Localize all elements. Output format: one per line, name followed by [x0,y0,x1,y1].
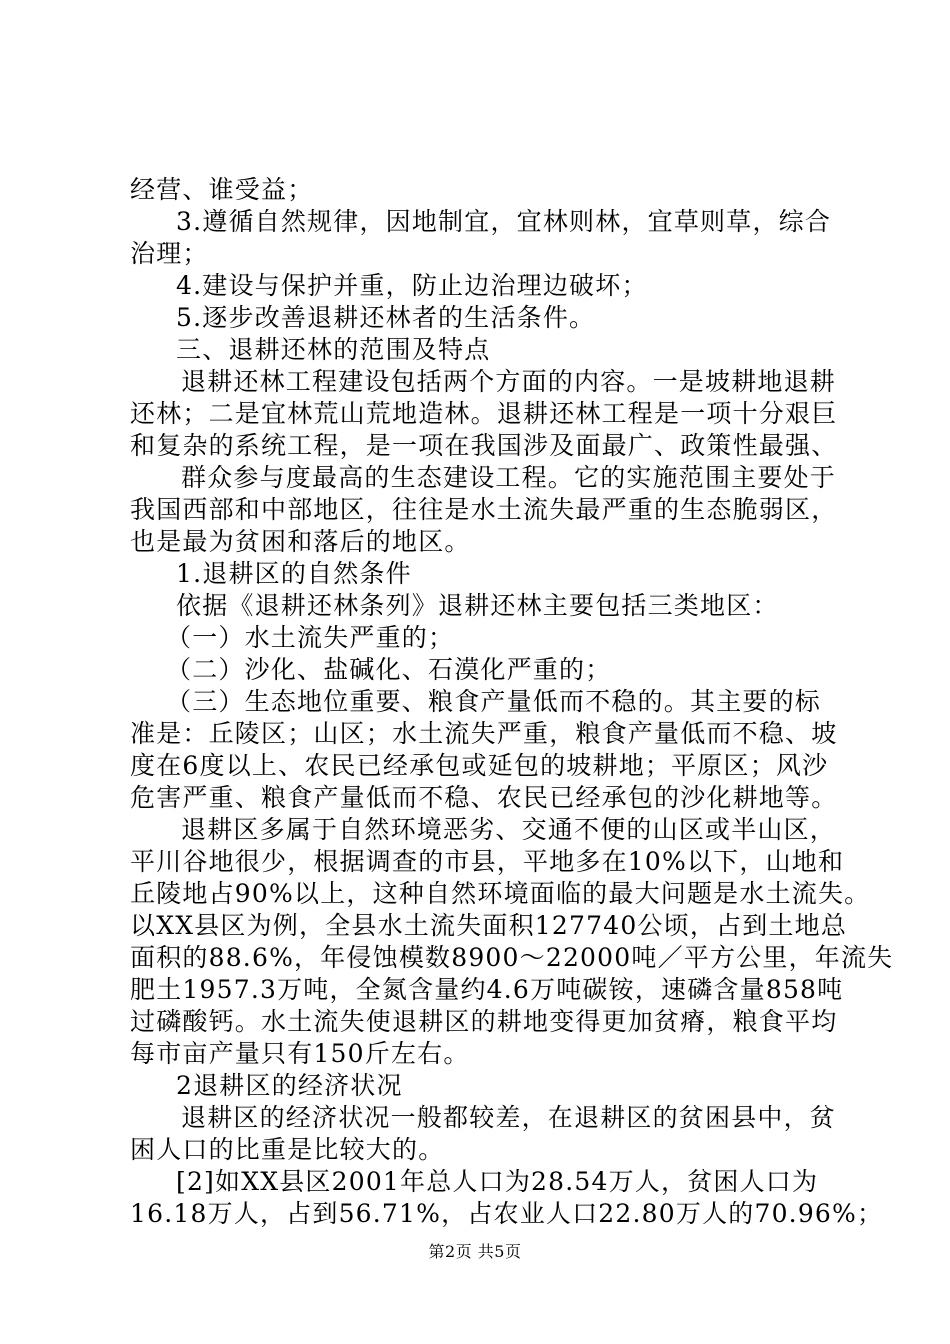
text-line: 度在6度以上、农民已经承包或延包的坡耕地；平原区；风沙 [130,751,829,780]
text-line: 丘陵地占90%以上，这种自然环境面临的最大问题是水土流失。 [130,879,871,908]
text-line: 肥土1957.3万吨，全氮含量约4.6万吨碳铵，速磷含量858吨 [130,975,844,1004]
text-line: 和复杂的系统工程，是一项在我国涉及面最广、政策性最强、 [130,431,838,460]
list-item: （三）生态地位重要、粮食产量低而不稳的。其主要的标 [166,687,822,716]
text-line: 平川谷地很少，根据调查的市县，平地多在10%以下，山地和 [130,847,845,876]
list-item: （二）沙化、盐碱化、石漠化严重的； [166,655,612,684]
text-line: 危害严重、粮食产量低而不稳、农民已经承包的沙化耕地等。 [130,783,838,812]
text-line: 过磷酸钙。水土流失使退耕区的耕地变得更加贫瘠，粮食平均 [130,1007,838,1036]
text-line: 我国西部和中部地区，往往是水土流失最严重的生态脆弱区， [130,495,838,524]
subsection-heading: 2退耕区的经济状况 [176,1071,403,1100]
text-line: 16.18万人，占到56.71%，占农业人口22.80万人的70.96%； [130,1199,884,1228]
text-line: 3.遵循自然规律，因地制宜，宜林则林，宜草则草，综合 [176,207,832,236]
text-line: 以XX县区为例，全县水土流失面积127740公顷，占到土地总 [130,911,848,940]
text-line: 群众参与度最高的生态建设工程。它的实施范围主要处于 [181,463,837,492]
page-number-footer: 第2页 共5页 [428,1242,522,1261]
text-line: 还林；二是宜林荒山荒地造林。退耕还林工程是一项十分艰巨 [130,399,838,428]
subsection-heading: 1.退耕区的自然条件 [176,559,412,588]
section-heading: 三、退耕还林的范围及特点 [176,335,491,364]
text-line: 困人口的比重是比较大的。 [130,1135,445,1164]
list-item: （一）水土流失严重的； [166,623,455,652]
text-line: [2]如XX县区2001年总人口为28.54万人，贫困人口为 [176,1167,819,1196]
text-line: 准是：丘陵区；山区；水土流失严重，粮食产量低而不稳、坡 [130,719,838,748]
text-line: 退耕还林工程建设包括两个方面的内容。一是坡耕地退耕 [181,367,837,396]
text-line: 也是最为贫困和落后的地区。 [130,527,471,556]
text-line: 每市亩产量只有150斤左右。 [130,1039,470,1068]
text-line: 4.建设与保护并重，防止边治理边破坏； [176,271,648,300]
text-line: 退耕区的经济状况一般都较差，在退耕区的贫困县中，贫 [181,1103,837,1132]
text-line: 面积的88.6%，年侵蚀模数8900～22000吨／平方公里，年流失 [130,943,894,972]
text-line: 治理； [130,239,209,268]
text-line: 依据《退耕还林条列》退耕还林主要包括三类地区： [176,591,779,620]
text-line: 经营、谁受益； [130,175,314,204]
text-line: 5.逐步改善退耕还林者的生活条件。 [176,303,596,332]
text-line: 退耕区多属于自然环境恶劣、交通不便的山区或半山区， [181,815,837,844]
